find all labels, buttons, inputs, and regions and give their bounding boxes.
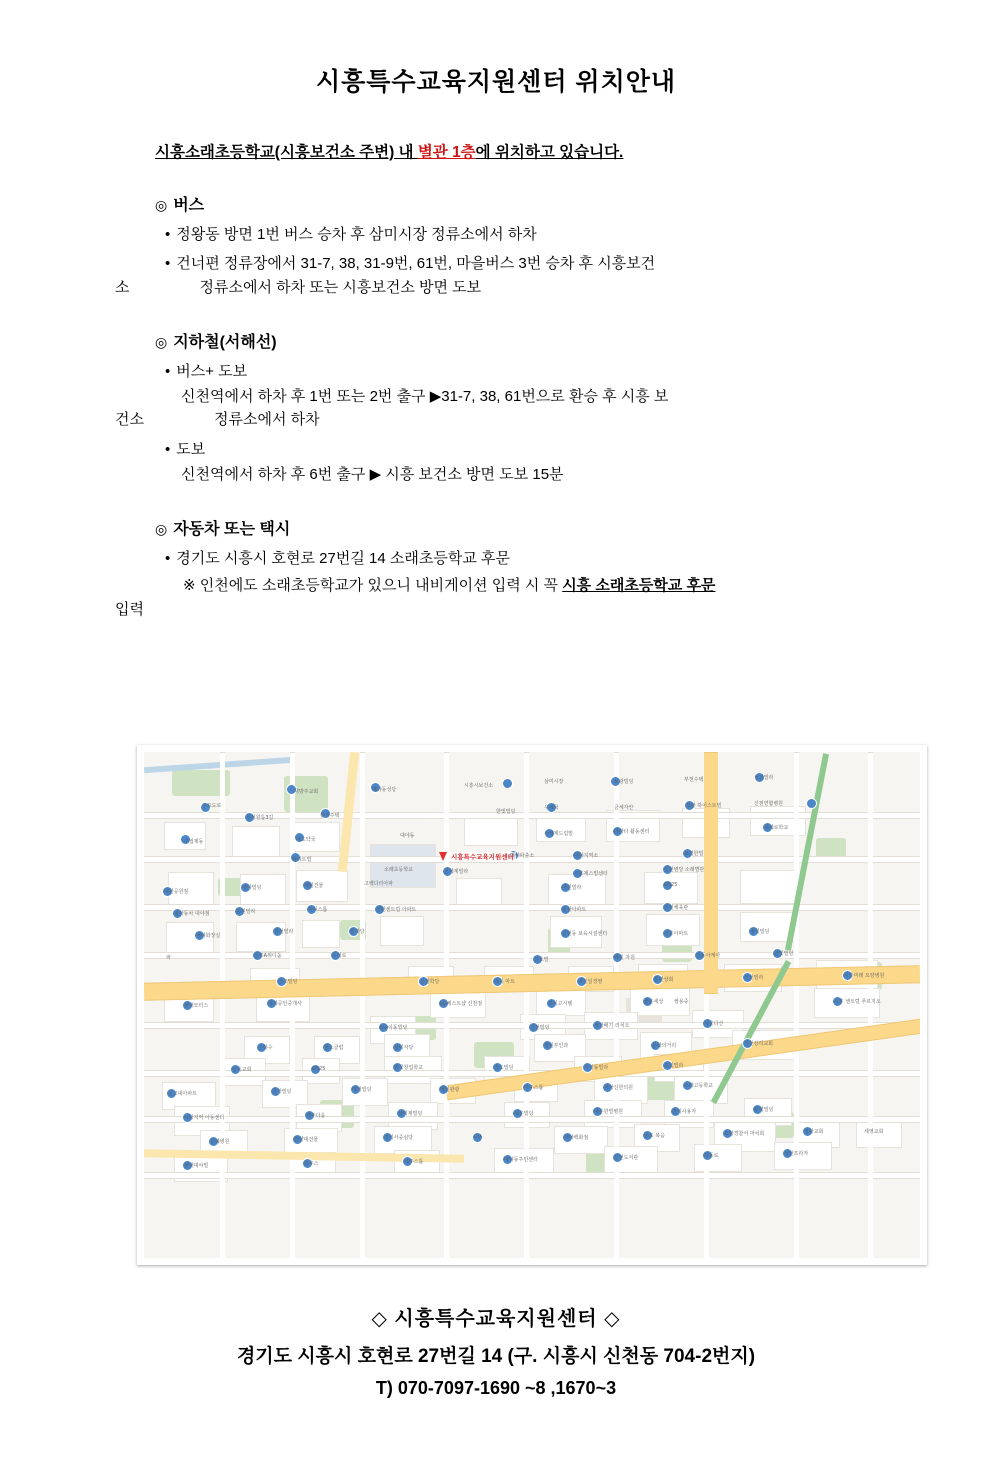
map-label: 현대대야빌 (184, 1163, 209, 1169)
map-label: 동원빌라 (236, 909, 256, 915)
footer-phone: T) 070-7097-1690 ~8 ,1670~3 (375, 1378, 617, 1398)
map-label: 대한공원점 (164, 889, 189, 895)
map-label: 산호빌 (534, 957, 549, 963)
map-label: 정강배기 리치오 (594, 1023, 630, 1029)
map-label: 염자동차 대야점 (174, 911, 210, 917)
map-label: 보광 하이스트빌 (686, 803, 722, 809)
car-note-tail: 입력 (115, 600, 144, 618)
map-label: 삼미시장 (544, 779, 564, 785)
map-label: 신천연합병원 (754, 801, 783, 807)
map-label: GS25 (664, 882, 678, 888)
section-subway-heading (155, 329, 992, 352)
map-label: 보광빌딩 (614, 779, 634, 785)
map-label: 신천도서관 (614, 1155, 639, 1161)
footer-address: 경기도 시흥시 호현로 27번길 14 (구. 시흥시 신천동 704-2번지) (236, 1346, 756, 1367)
map-label: 은하수 (258, 1045, 273, 1051)
map-label: 현대모터스 (184, 1003, 209, 1009)
map-label: 정일빌딩 (750, 929, 770, 935)
subtitle-part1: 시흥소래초등학교(시흥보건소 주변) 내 (155, 144, 418, 161)
map-label: 은혜병원 (210, 1139, 230, 1145)
map-label: 주접제동 (184, 839, 204, 845)
map-label: N+이동빌딩 (380, 1025, 408, 1031)
map-label: 신천빌라 (744, 975, 764, 981)
map-label: 서울다산 (704, 1021, 724, 1027)
bus-line-2-wrap (115, 276, 992, 299)
map-label: 한국창업학교 (394, 1065, 423, 1071)
bullet-icon: • (165, 255, 171, 273)
bullet-icon: • (165, 440, 171, 458)
map-label: 호암경찰서 마치회 (724, 1131, 765, 1137)
map-label: 은샘학당 (420, 979, 440, 985)
map-pin-icon (439, 852, 447, 861)
section-subway (115, 329, 992, 486)
location-subtitle (155, 140, 992, 162)
map-label: 수성로 (332, 953, 347, 959)
map-label: 고백다리아파 (364, 881, 393, 887)
subway-line-4: 신천역에서 하차 후 6번 출구 ▶ 시흥 보건소 방면 도보 15분 (181, 465, 564, 483)
map-label: GS25 (312, 1066, 326, 1072)
map-label: 대정빌딩 (352, 1087, 372, 1093)
document-page (0, 62, 992, 1465)
section-car-heading (155, 516, 992, 539)
car-note (183, 574, 992, 597)
map-label: 새방주교회 (294, 789, 319, 795)
map-label: 대야동성당 (372, 787, 397, 793)
map-label: 신고대아파트 (168, 1091, 197, 1097)
map-label: 삼미제빌딩 (398, 1111, 423, 1117)
map-label: 한강주택 (320, 813, 340, 819)
map-label: 통편상회 (654, 977, 674, 983)
map-label: 시흥계스빌센터 (574, 871, 608, 877)
page-title: 시흥특수교육지원센터 위치안내 (315, 68, 677, 96)
map-label: 소래고등학교 (684, 1083, 713, 1089)
map-label: 사랑지역 아동센터 (184, 1115, 225, 1121)
map-label: 신천빌딩 (530, 1025, 550, 1031)
map-label: 두영빌딩 (754, 1107, 774, 1113)
map-label: 라라타 활동센터 (614, 829, 650, 835)
map-label: 금세자안 (614, 805, 634, 811)
map-label: 시흥미래 요양병원 (844, 973, 885, 979)
map-label: 보경한빌 (684, 851, 704, 857)
map-label: 한양대건물 (294, 1137, 319, 1143)
map-label: 삼성빌라 (274, 929, 294, 935)
map-label: 신천체육관 (664, 905, 689, 911)
bullet-icon: • (165, 362, 171, 380)
map-label: 신천동 보육시설센터 (562, 931, 608, 937)
map-label: 파 (166, 955, 171, 961)
bullet-icon: • (165, 550, 171, 567)
map-label: 신한센트럴 아파트 (376, 907, 417, 913)
map-label: 세영교회 (864, 1129, 884, 1135)
map-label: 신세계빌라 (444, 869, 469, 875)
map-label: 제일건물 (304, 883, 324, 889)
section-subway-title: 지하철(서해선) (173, 333, 277, 351)
map-label: 상록교회 (232, 1067, 252, 1073)
map-label: 대은한빌병원 (594, 1109, 623, 1115)
car-note-prefix: ※ 인천에도 소래초등학교가 있으니 내비게이션 입력 시 꼭 (183, 577, 563, 595)
map-label: 하이고시텔 (548, 1001, 573, 1007)
map-label: 영광교회 (804, 1129, 824, 1135)
map-label: 정심부인과 (544, 1043, 569, 1049)
bullet-icon: • (165, 226, 171, 243)
map-label: 도림빌라 (664, 1063, 684, 1069)
car-note-underline: 시흥 소래초등학교 후문 (562, 577, 716, 595)
map-label: 먹길 자원 (614, 955, 635, 961)
subtitle-highlight: 별관 1층 (417, 144, 476, 161)
subway-line-3 (165, 438, 992, 461)
map-label: 소래초등학교 (384, 867, 413, 873)
map-label: 한빛빌딩 (496, 809, 516, 815)
map-label: 청계공인중개사 (268, 1001, 302, 1007)
map-label: 성신빌라 (754, 775, 774, 781)
map-label: 부천수택 (684, 777, 704, 783)
map-label: 지아신한의원 (604, 1085, 633, 1091)
map-label: 쌍용중 (674, 999, 689, 1005)
map-label: 금강빌딩 (272, 1089, 292, 1095)
map-label: 좋은세상 (644, 999, 664, 1005)
map-label: 한빛빌딩 (774, 951, 794, 957)
map-label: 무성원룸3길 (246, 815, 274, 821)
map-label: 대야백화점 (564, 1135, 589, 1141)
subway-line-2-wrap-lead: 건소 (115, 411, 144, 429)
map-label: 시흥 센트럴 푸르지오 (834, 999, 881, 1005)
subway-line-3-text: 도보 (176, 440, 206, 458)
map-label: 종로 복음 (644, 1133, 665, 1139)
map-label: 산동아케아 (696, 953, 721, 959)
map-label: 전기사용자 (672, 1109, 697, 1115)
map-label: 미주스톱 (524, 1085, 544, 1091)
map-label: 문화의거리 (652, 1043, 677, 1049)
section-car-title: 자동차 또는 택시 (173, 521, 291, 538)
map-label: 꽃재당 (350, 929, 365, 935)
map-label: 신천감리교회 (744, 1041, 773, 1047)
map-label: 대야빌딩 (242, 885, 262, 891)
map-label: 성안프라자 (784, 1151, 809, 1157)
map-label: 먹길일경영 (578, 979, 603, 985)
map-label: 경기사중심당 (384, 1135, 413, 1141)
map-label: 헬스클럽 (324, 1045, 344, 1051)
car-line-1 (165, 547, 992, 570)
map-label: 대은빌딩 (514, 1111, 534, 1117)
map-label: LG베스트샵 신천점 (440, 1001, 483, 1007)
ring-icon: ◎ (155, 333, 168, 350)
ring-icon: ◎ (155, 521, 168, 537)
map-label: 앨리트빌 (292, 857, 312, 863)
bus-line-2-wrap-lead: 소 (115, 278, 130, 296)
footer-center-name: ◇ 시흥특수교육지원센터 ◇ (371, 1308, 621, 1330)
subway-line-2-wrap (115, 408, 992, 431)
map-label: 시흥시보건소 (464, 783, 493, 789)
car-line-1-text: 경기도 시흥시 호현로 27번길 14 소래초등학교 후문 (176, 550, 510, 567)
map-label: 미니스톱 (308, 907, 328, 913)
subway-line-2-wrap-text: 정류소에서 하차 (213, 411, 320, 429)
map-label: 대진빌라 (562, 885, 582, 891)
subway-line-1 (165, 360, 992, 383)
map-label: 신흥아파트 (664, 931, 689, 937)
map-label: 대지 마트 (494, 979, 515, 985)
location-map[interactable] (137, 745, 927, 1265)
section-bus-heading (155, 192, 992, 215)
map-label: 대야화장실 (196, 933, 221, 939)
bus-line-2-text: 건너편 정류장에서 31-7, 38, 31-9번, 61번, 마을버스 3번 승차 후 시흥보건 (176, 255, 656, 273)
subway-line-1-text: 버스+ 도보 (176, 362, 248, 380)
map-label: CU (474, 1134, 482, 1140)
map-label: 상미자당 (394, 1045, 414, 1051)
map-label: 우체국 (544, 805, 559, 811)
map-label: 창고밀딩 (278, 979, 298, 985)
ring-icon: ◎ (155, 197, 168, 213)
map-label: 경도빌딩 (494, 1065, 514, 1071)
bus-line-1 (165, 223, 992, 246)
map-label: 주요도로 (202, 803, 222, 809)
map-canvas[interactable] (144, 752, 920, 1258)
map-label: 메일관광 (440, 1087, 460, 1093)
map-marker-label: 시흥특수교육지원센터 (451, 854, 514, 861)
map-label: 신흥A위디움 (254, 953, 282, 959)
map-label: 대야파출소 (510, 853, 535, 859)
map-label: 제주다움 (306, 1113, 326, 1119)
map-label: 신천변당 소래별관 (664, 867, 705, 873)
map-label: 제주스톱 (404, 1159, 424, 1165)
map-label: 대야지역소 (574, 853, 599, 859)
bus-line-1-text: 정왕동 방면 1번 버스 승차 후 삼미시장 정류소에서 하차 (176, 226, 537, 243)
section-bus-title: 버스 (173, 197, 205, 214)
map-label: 대야동주민센터 (504, 1157, 538, 1163)
map-label: 대도약국 (296, 837, 316, 843)
map-label: 대야동 (400, 833, 415, 839)
map-label: 시경동빌라 (584, 1065, 609, 1071)
section-bus (115, 192, 992, 299)
map-label: 산세계드림빌 (544, 831, 573, 837)
bus-line-2-wrap-text: 정류소에서 하차 또는 시흥보건소 방면 도보 (199, 278, 482, 296)
subway-line-2: 신천역에서 하차 후 1번 또는 2번 출구 ▶31-7, 38, 61번으로 환승 후 시흥 보 (181, 388, 669, 405)
subtitle-part2: 에 위치하고 있습니다. (475, 144, 624, 161)
map-label: 일삼아파트 (562, 907, 587, 913)
bus-line-2 (165, 252, 992, 275)
map-label: 세계로학교 (764, 825, 789, 831)
footer (0, 1302, 992, 1399)
map-label: 상동로 (704, 1153, 719, 1159)
map-label: 화우스 (304, 1161, 319, 1167)
map-center-marker[interactable] (439, 852, 516, 861)
section-car (115, 516, 992, 621)
